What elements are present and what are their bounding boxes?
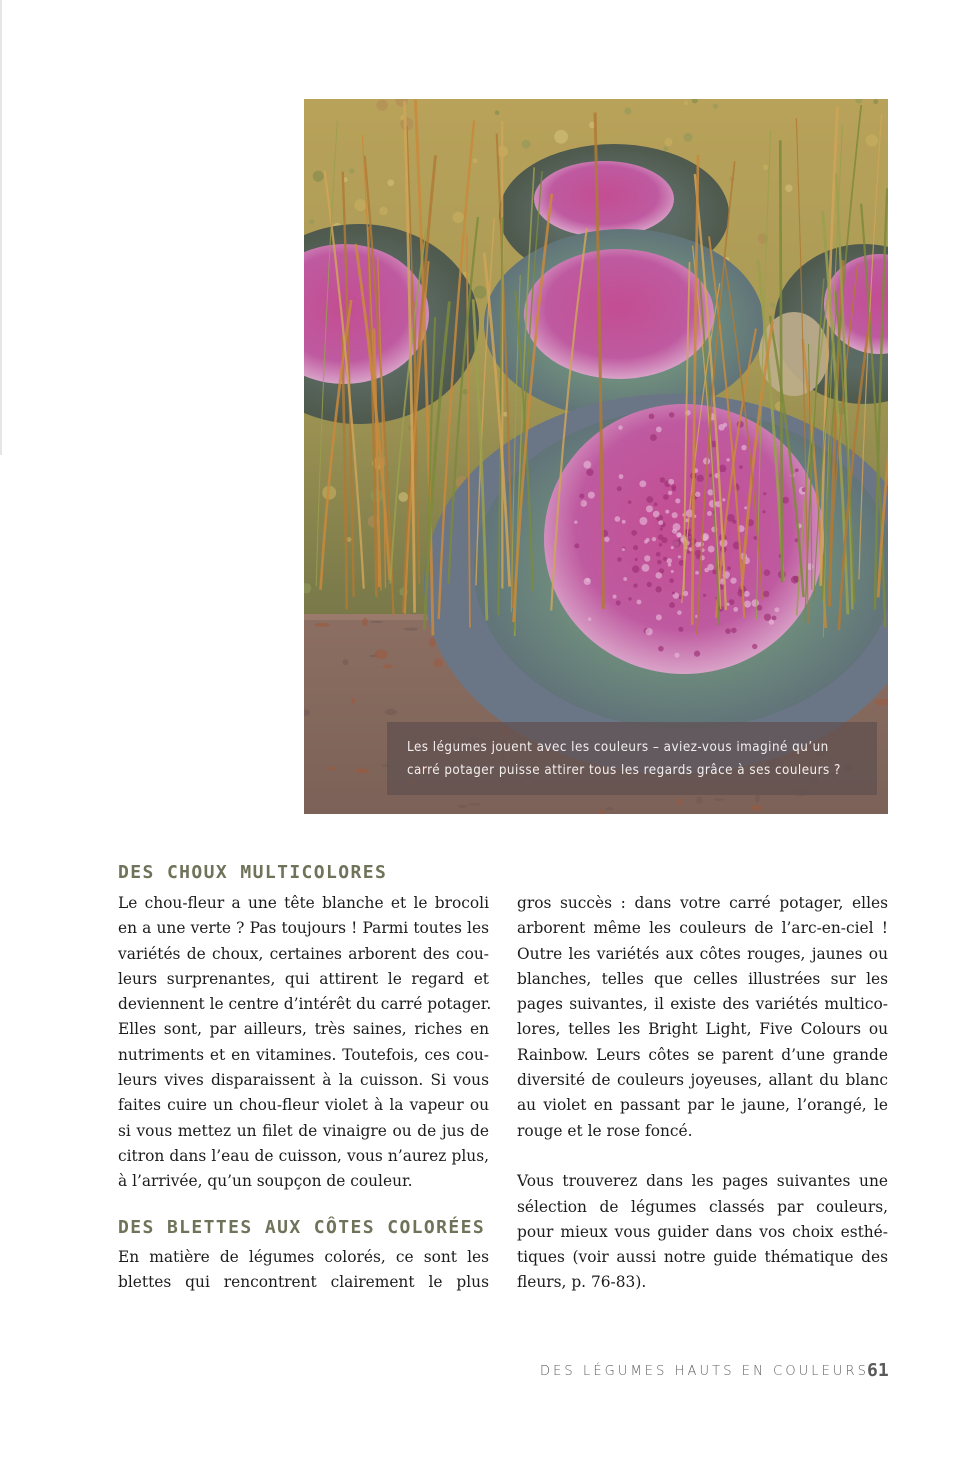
left-column-text — [118, 891, 492, 1195]
running-footer-title: DES LÉGUMES HAUTS EN COULEURS — [540, 1364, 870, 1379]
text-line: Le chou-fleur a une tête blanche et le brocoli — [118, 894, 489, 912]
text-line: leurs vives disparaissent à la cuisson. Si vous — [118, 1071, 489, 1090]
text-line: lores, telles les Bright Light, Five Colours ou — [517, 1020, 888, 1039]
text-line: sélection de légumes classés par couleurs, — [517, 1197, 888, 1216]
caption-line: carré potager puisse attirer tous les regards grâce à ses couleurs ? — [407, 762, 841, 778]
kale-middle-head — [524, 249, 714, 379]
kale-photo — [304, 99, 888, 814]
caption-line: Les légumes jouent avec les couleurs – aviez-vous imaginé qu’un — [407, 739, 829, 755]
text-line: faites cuire un chou-fleur violet à la vapeur ou — [118, 1096, 489, 1115]
text-line: au violet en passant par le jaune, l’orangé, le — [517, 1096, 888, 1115]
text-line: à l’arrivée, qu’un soupçon de couleur. — [118, 1172, 413, 1191]
text-line: variétés de choux, certaines arborent des cou- — [118, 944, 489, 963]
kale-back-head — [534, 161, 674, 237]
text-line: Rainbow. Leurs côtes se parent d’une grande — [517, 1045, 888, 1064]
page-edge-shadow — [0, 0, 2, 455]
text-line: Vous trouverez dans les pages suivantes une — [517, 1172, 888, 1191]
section-heading-choux: DES CHOUX MULTICOLORES — [118, 862, 388, 883]
text-line: deviennent le centre d’intérêt du carré potager. — [118, 995, 492, 1014]
kale-photo-illustration — [304, 99, 888, 814]
text-line: citron dans l’eau de cuisson, vous n’aurez plus, — [118, 1146, 489, 1165]
left-column-text-2 — [118, 1245, 489, 1296]
text-line: leurs surprenantes, qui attirent le regard et — [118, 969, 489, 988]
page-number: 61 — [867, 1360, 889, 1381]
right-column-text — [517, 891, 888, 1296]
text-line: arborent même les couleurs de l’arc-en-ciel ! — [517, 919, 888, 938]
text-line: diversité de couleurs joyeuses, allant du blanc — [517, 1071, 888, 1090]
text-line: Elles sont, par ailleurs, très saines, riches en — [118, 1020, 489, 1039]
text-line: pour mieux vous guider dans vos choix esthé- — [517, 1222, 888, 1241]
photo-caption — [387, 722, 877, 795]
text-line: blanches, telles que celles illustrées sur les — [517, 969, 888, 988]
text-line: rouge et le rose foncé. — [517, 1121, 693, 1140]
text-line: pages suivantes, il existe des variétés multico- — [517, 995, 888, 1014]
text-line: En matière de légumes colorés, ce sont les — [118, 1248, 489, 1266]
paragraph-gap — [517, 1144, 888, 1169]
text-line: en a une verte ? Pas toujours ! Parmi toutes les — [118, 919, 489, 938]
text-line: fleurs, p. 76-83). — [517, 1273, 647, 1292]
text-line: blettes qui rencontrent clairement le plus — [118, 1273, 489, 1292]
text-line: gros succès : dans votre carré potager, elles — [517, 894, 888, 912]
text-line: Outre les variétés aux côtes rouges, jaunes ou — [517, 944, 888, 963]
text-line: nutriments et en vitamines. Toutefois, ces cou- — [118, 1045, 489, 1064]
section-heading-blettes: DES BLETTES AUX CÔTES COLORÉES — [118, 1217, 486, 1238]
text-line: tiques (voir aussi notre guide thématique des — [517, 1248, 888, 1267]
text-line: si vous mettez un filet de vinaigre ou de jus de — [118, 1121, 489, 1140]
